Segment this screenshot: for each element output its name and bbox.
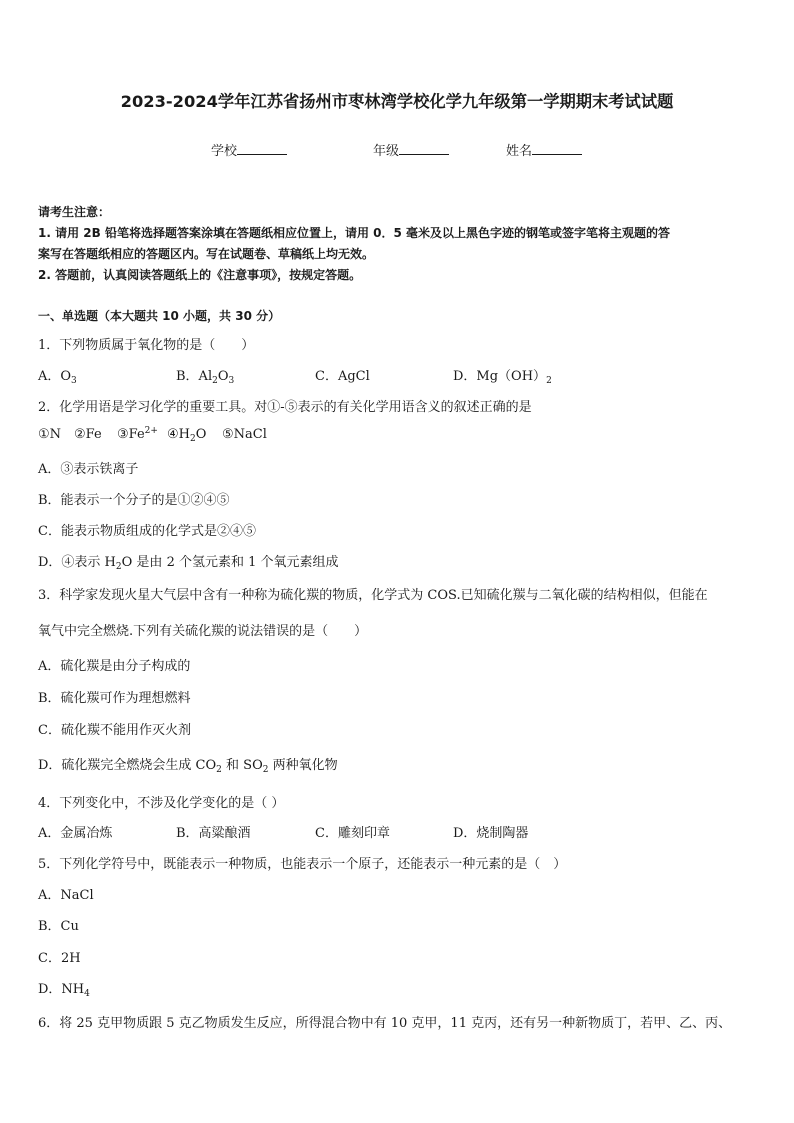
q2-option-d: D．④表示 $H_2O$ 是由 2 个氢元素和 1 个氧元素组成 xyxy=(38,555,339,572)
q1-option-a: A．$O_3$ xyxy=(38,369,77,386)
q5-option-a: A．NaCl xyxy=(38,888,94,903)
name-blank xyxy=(532,142,582,155)
school-label: 学校 xyxy=(211,144,238,159)
q2-option-c: C．能表示物质组成的化学式是②④⑤ xyxy=(38,524,256,539)
q3-option-a: A．硫化羰是由分子构成的 xyxy=(38,659,191,674)
q2-symbol-2: ②Fe xyxy=(74,427,102,442)
q2-symbol-4: $④H_2O$ xyxy=(167,427,207,444)
q1-option-c: C．AgCl xyxy=(315,369,370,384)
grade-field xyxy=(373,140,449,159)
q2-symbol-3: $③Fe^{2+}$ xyxy=(117,426,158,442)
q4-stem: 4．下列变化中，不涉及化学变化的是（ ） xyxy=(38,796,285,811)
q1-option-b: B．$Al_2O_3$ xyxy=(176,369,235,386)
q5-option-c: C．2H xyxy=(38,951,81,966)
q5-stem: 5．下列化学符号中，既能表示一种物质，也能表示一个原子，还能表示一种元素的是（ ） xyxy=(38,857,567,872)
q3-option-d: D．硫化羰完全燃烧会生成 $CO_2$ 和 $SO_2$ 两种氧化物 xyxy=(38,758,338,775)
q4-option-a: A．金属冶炼 xyxy=(38,826,113,841)
q1-option-d: D．$Mg(OH)_2$ xyxy=(453,369,552,386)
notice-item-1-line-2: 案写在答题纸相应的答题区内。写在试题卷、草稿纸上均无效。 xyxy=(38,247,375,261)
q3-stem-line-1: 3．科学家发现火星大气层中含有一种称为硫化羰的物质，化学式为 COS.已知硫化羰与二氧化碳的结构相似，但能在 xyxy=(38,588,708,603)
q4-option-d: D．烧制陶器 xyxy=(453,826,529,841)
q2-option-a: A．③表示铁离子 xyxy=(38,462,139,477)
q4-option-b: B．高粱酿酒 xyxy=(176,826,251,841)
q3-option-b: B．硫化羰可作为理想燃料 xyxy=(38,691,191,706)
grade-label: 年级 xyxy=(373,144,400,159)
name-field xyxy=(506,140,582,159)
q3-option-c: C．硫化羰不能用作灭火剂 xyxy=(38,723,191,738)
q6-stem-line-1: 6．将 25 克甲物质跟 5 克乙物质发生反应，所得混合物中有 10 克甲，11 克丙，还有另一种新物质丁，若甲、乙、丙、 xyxy=(38,1016,732,1031)
q2-option-b: B．能表示一个分子的是①②④⑤ xyxy=(38,493,230,508)
q3-stem-line-2: 氧气中完全燃烧.下列有关硫化羰的说法错误的是（ ） xyxy=(38,624,368,639)
section-heading: 一、单选题（本大题共 10 小题，共 30 分） xyxy=(38,309,281,323)
grade-blank xyxy=(399,142,449,155)
notice-item-2: 2. 答题前，认真阅读答题纸上的《注意事项》，按规定答题。 xyxy=(38,268,362,282)
q4-option-c: C．雕刻印章 xyxy=(315,826,390,841)
notice-item-1-line-1: 1. 请用 2B 铅笔将选择题答案涂填在答题纸相应位置上，请用 0．5 毫米及以上黑色字迹的钢笔或签字笔将主观题的答 xyxy=(38,226,670,240)
q5-option-b: B．Cu xyxy=(38,919,79,934)
q2-stem: 2．化学用语是学习化学的重要工具。对①-⑤表示的有关化学用语含义的叙述正确的是 xyxy=(38,400,532,415)
q5-option-d: D．$NH_4$ xyxy=(38,982,90,999)
q1-stem: 1．下列物质属于氧化物的是（ ） xyxy=(38,338,255,353)
name-label: 姓名 xyxy=(506,144,533,159)
school-field xyxy=(211,140,287,159)
q2-symbol-1: ①N xyxy=(38,427,62,442)
school-blank xyxy=(237,142,287,155)
notice-heading: 请考生注意： xyxy=(38,205,111,219)
q2-symbol-5: ⑤NaCl xyxy=(222,427,267,442)
exam-title: 2023-2024学年江苏省扬州市枣林湾学校化学九年级第一学期期末考试试题 xyxy=(120,92,674,111)
